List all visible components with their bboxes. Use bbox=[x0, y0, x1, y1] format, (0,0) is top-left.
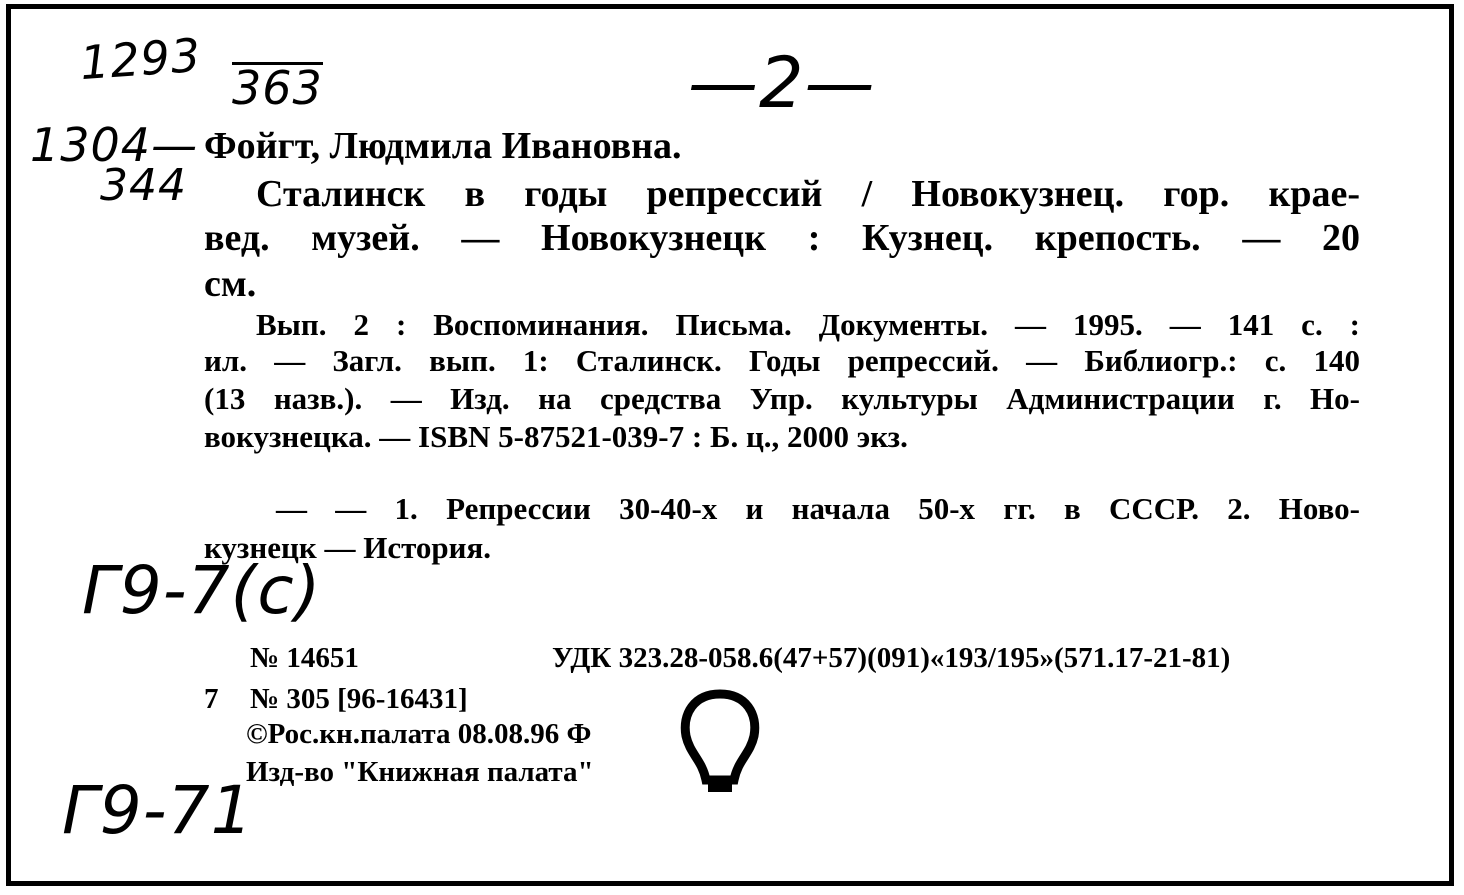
title-line-2: вед. музей. — Новокузнецк : Кузнец. крепость. — 20 bbox=[204, 217, 1360, 259]
author-heading: Фойгт, Людмила Ивановна. bbox=[204, 125, 682, 167]
handwritten-page-mark: —2— bbox=[688, 42, 876, 124]
copyright-line: ©Рос.кн.палата 08.08.96 Ф bbox=[246, 718, 592, 750]
subject-line-2: кузнецк — История. bbox=[204, 530, 492, 565]
title-line-3: см. bbox=[204, 263, 257, 305]
registration-number: № 305 [96-16431] bbox=[250, 683, 468, 715]
card-number: № 14651 bbox=[250, 642, 359, 674]
publisher-line: Изд-во "Книжная палата" bbox=[246, 756, 594, 788]
bulb-stamp-icon bbox=[672, 688, 768, 804]
number-prefix: 7 bbox=[204, 683, 219, 715]
volume-line-4: вокузнецка. — ISBN 5-87521-039-7 : Б. ц., 2000 экз. bbox=[204, 419, 908, 454]
volume-line-1: Вып. 2 : Воспоминания. Письма. Документы. — 1995. — 141 с. : bbox=[256, 307, 1360, 342]
subject-line-1: — — 1. Репрессии 30-40-х и начала 50-х гг. в СССР. 2. Ново- bbox=[276, 491, 1360, 526]
handwritten-number-363: 363 bbox=[232, 61, 323, 115]
title-line-1: Сталинск в годы репрессий / Новокузнец. гор. крае- bbox=[256, 173, 1360, 215]
udk-code: УДК 323.28-058.6(47+57)(091)«193/195»(571.17-21-81) bbox=[552, 642, 1231, 674]
volume-line-3: (13 назв.). — Изд. на средства Упр. культуры Администрации г. Но- bbox=[204, 381, 1360, 416]
volume-line-2: ил. — Загл. вып. 1: Сталинск. Годы репрессий. — Библиогр.: с. 140 bbox=[204, 343, 1360, 378]
handwritten-shelf-mark-2: Г9-71 bbox=[62, 772, 254, 849]
handwritten-shelf-mark-1: Г9-7(с) bbox=[82, 552, 322, 629]
handwritten-number-344: 344 bbox=[100, 160, 187, 211]
handwritten-number-1304: 1304— bbox=[30, 118, 199, 172]
handwritten-number-1293: 1293 bbox=[78, 27, 203, 91]
